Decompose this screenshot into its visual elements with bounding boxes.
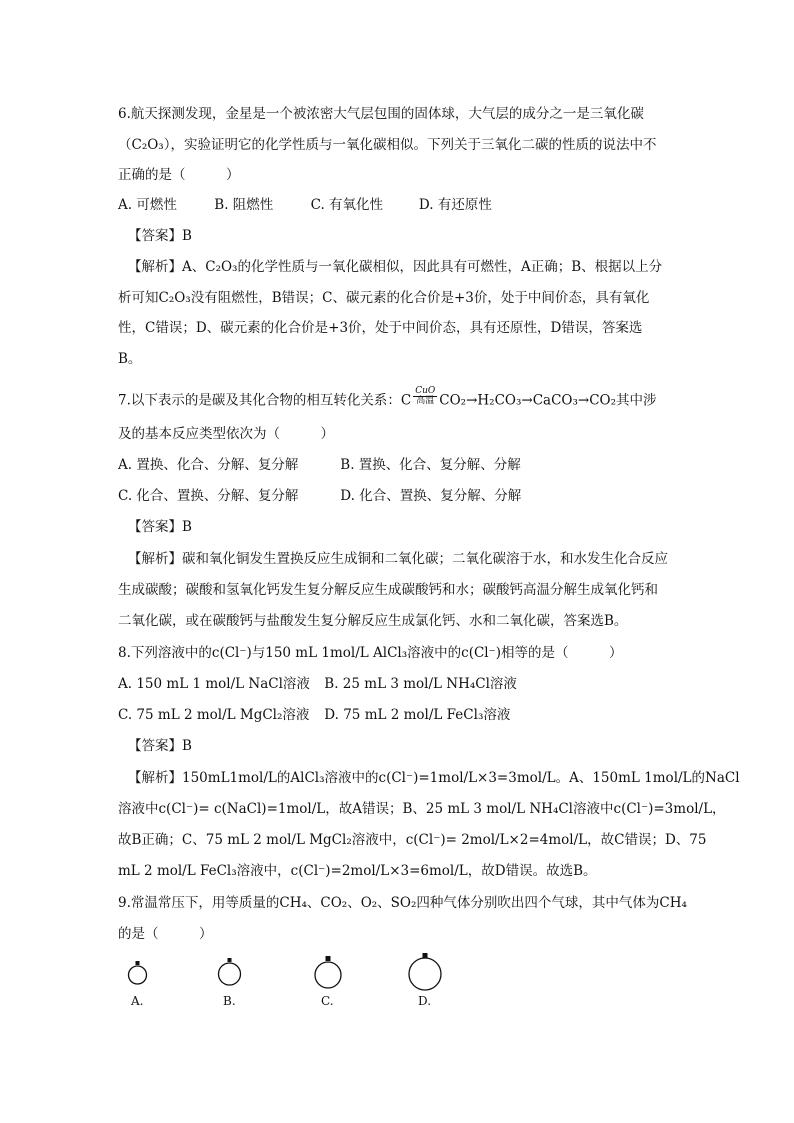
q7-option-a: A. 置换、化合、分解、复分解 <box>118 457 299 473</box>
q9-stem-line2: 的是（ ） <box>118 926 213 942</box>
q6-option-a: A. 可燃性 <box>118 197 177 213</box>
q6-answer: 【答案】B <box>128 228 192 244</box>
q6-analysis-line1: 【解析】A、C₂O₃的化学性质与一氧化碳相似，因此具有可燃性，A正确；B、根据以上分 <box>128 259 663 275</box>
balloon-d-label: D. <box>418 994 432 1008</box>
q8-options-row1 <box>118 678 517 692</box>
balloon-d <box>405 952 445 1008</box>
q9-stem-line1: 9.常温常压下，用等质量的CH₄、CO₂、O₂、SO₂四种气体分别吹出四个气球，其中气体为CH₄ <box>118 895 687 911</box>
q7-option-c: C. 化合、置换、分解、复分解 <box>118 488 299 504</box>
reaction-condition <box>413 387 437 407</box>
q8-option-d: D. 75 mL 2 mol/L FeCl₃溶液 <box>324 707 511 723</box>
q7-stem-post: CO₂→H₂CO₃→CaCO₃→CO₂其中涉 <box>439 392 657 409</box>
q8-analysis-line2: 溶液中c(Cl⁻)= c(NaCl)=1mol/L，故A错误；B、25 mL 3 mol/L NH₄Cl溶液中c(Cl⁻)=3mol/L， <box>118 801 726 817</box>
balloon-a <box>125 960 151 1008</box>
q6-stem-line1: 6.航天探测发现，金星是一个被浓密大气层包围的固体球，大气层的成分之一是三氧化碳 <box>118 106 644 122</box>
q7-stem-pre: 7.以下表示的是碳及其化合物的相互转化关系：C <box>118 392 412 409</box>
balloon-b-icon <box>215 957 245 992</box>
q6-option-d: D. 有还原性 <box>418 197 492 213</box>
q8-option-c: C. 75 mL 2 mol/L MgCl₂溶液 <box>118 707 310 723</box>
balloon-figure <box>118 955 478 1015</box>
balloon-a-icon <box>125 960 151 992</box>
q8-option-b: B. 25 mL 3 mol/L NH₄Cl溶液 <box>324 676 517 692</box>
q7-analysis-line1: 【解析】碳和氧化铜发生置换反应生成铜和二氧化碳；二氧化碳溶于水，和水发生化合反应 <box>128 551 668 567</box>
balloon-b-label: B. <box>223 994 236 1008</box>
q7-stem-line1 <box>118 386 657 411</box>
q6-analysis-line3: 性，C错误；D、碳元素的化合价是+3价，处于中间价态，具有还原性，D错误，答案选 <box>118 320 643 336</box>
q7-option-b: B. 置换、化合、复分解、分解 <box>340 457 521 473</box>
q6-option-b: B. 阻燃性 <box>214 197 274 213</box>
q7-stem-line2: 及的基本反应类型依次为（ ） <box>118 426 334 442</box>
q6-options <box>118 199 492 213</box>
q8-analysis-line3: 故B正确；C、75 mL 2 mol/L MgCl₂溶液中，c(Cl⁻)= 2mol/L×2=4mol/L，故C错误；D、75 <box>118 832 707 848</box>
balloon-a-label: A. <box>131 994 144 1008</box>
q7-options-row2 <box>118 490 521 504</box>
balloon-d-icon <box>405 952 445 992</box>
q6-stem-line3: 正确的是（ ） <box>118 167 240 183</box>
balloon-c-label: C. <box>321 994 334 1008</box>
balloon-b <box>215 957 245 1008</box>
q6-analysis-line4: B。 <box>118 351 142 367</box>
q6-stem-line2: （C₂O₃），实验证明它的化学性质与一氧化碳相似。下列关于三氧化二碳的性质的说法中不 <box>118 137 657 153</box>
reaction-temp: 高温 <box>416 396 435 407</box>
q8-answer: 【答案】B <box>128 738 192 754</box>
q6-option-c: C. 有氧化性 <box>310 197 384 213</box>
q7-analysis-line3: 二氧化碳，或在碳酸钙与盐酸发生复分解反应生成氯化钙、水和二氧化碳，答案选B。 <box>118 613 628 629</box>
q8-options-row2 <box>118 709 510 723</box>
q8-analysis-line4: mL 2 mol/L FeCl₃溶液中，c(Cl⁻)=2mol/L×3=6mol/L，故D错误。故选B。 <box>118 863 597 879</box>
q8-stem-line1: 8.下列溶液中的c(Cl⁻)与150 mL 1mol/L AlCl₃溶液中的c(Cl⁻)相等的是（ ） <box>118 645 623 661</box>
q8-option-a: A. 150 mL 1 mol/L NaCl溶液 <box>118 676 310 692</box>
balloon-c <box>311 955 345 1008</box>
q7-option-d: D. 化合、置换、复分解、分解 <box>340 488 522 504</box>
q8-analysis-line1: 【解析】150mL1mol/L的AlCl₃溶液中的c(Cl⁻)=1mol/L×3=3mol/L。A、150mL 1mol/L的NaCl <box>128 770 740 786</box>
balloon-c-icon <box>311 955 345 992</box>
q7-analysis-line2: 生成碳酸；碳酸和氢氧化钙发生复分解反应生成碳酸钙和水；碳酸钙高温分解生成氧化钙和 <box>118 582 658 598</box>
reaction-catalyst: CuO <box>415 386 436 396</box>
q7-options-row1 <box>118 459 521 473</box>
q7-answer: 【答案】B <box>128 519 192 535</box>
q6-analysis-line2: 析可知C₂O₃没有阻燃性，B错误；C、碳元素的化合价是+3价，处于中间价态，具有氧化 <box>118 290 650 306</box>
